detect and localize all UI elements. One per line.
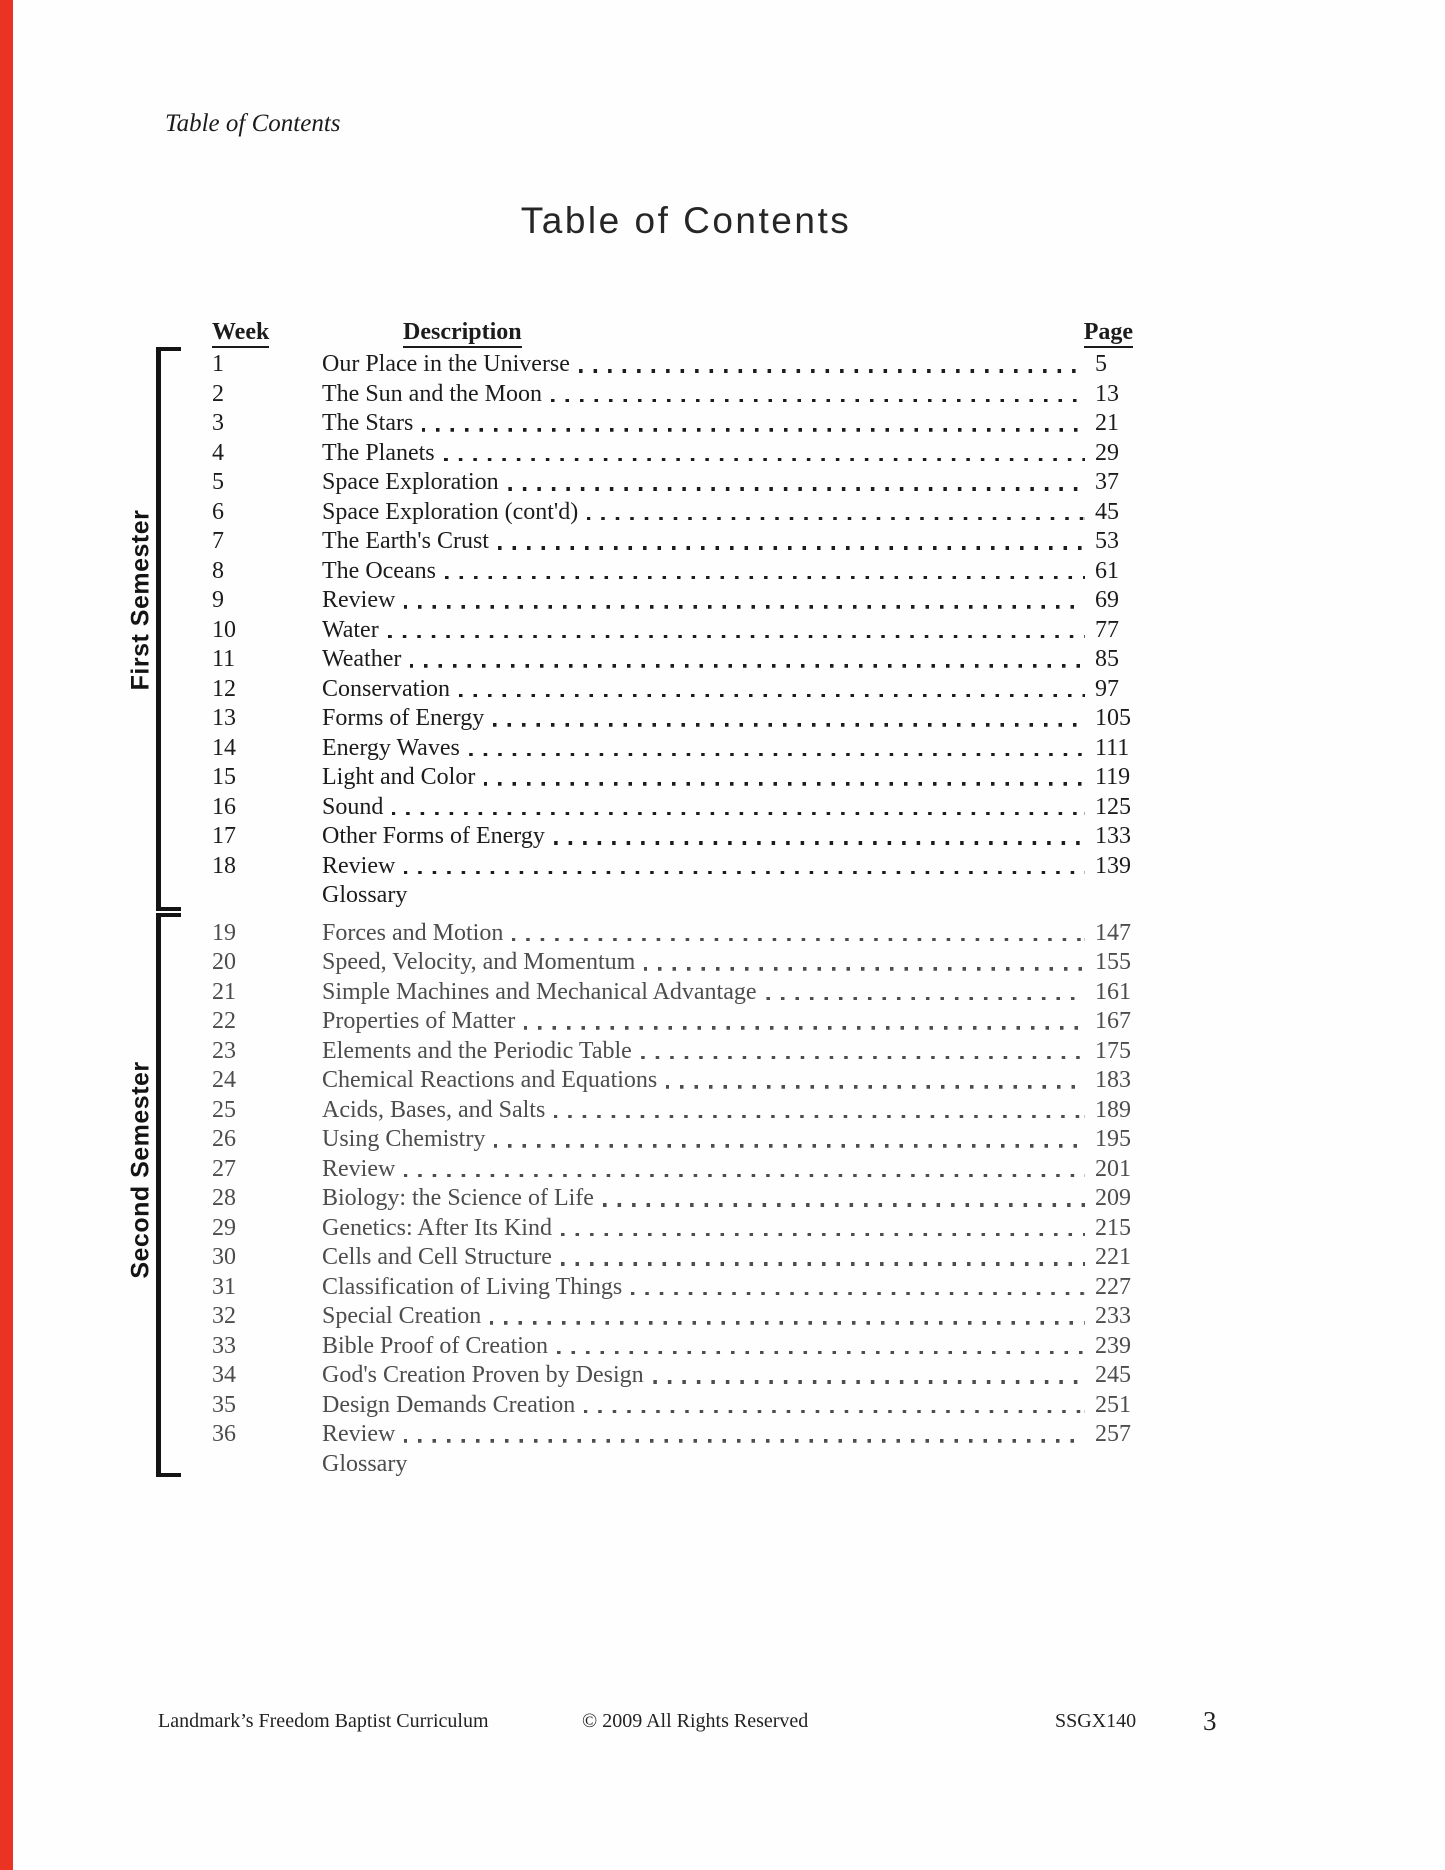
row-description: The Stars <box>322 410 414 436</box>
column-header-week: Week <box>212 318 322 348</box>
row-page-number: 125 <box>1095 793 1131 820</box>
dot-leader <box>512 938 1085 942</box>
dot-leader <box>484 782 1085 786</box>
row-description: Glossary <box>322 1450 408 1477</box>
row-page-number: 251 <box>1095 1391 1131 1418</box>
row-description: The Oceans <box>322 557 436 584</box>
table-row <box>212 527 1167 557</box>
table-row <box>212 498 1167 528</box>
table-row <box>212 978 1167 1008</box>
row-description: Biology: the Science of Life <box>322 1185 594 1211</box>
table-row <box>212 1302 1167 1332</box>
row-description: Other Forms of Energy <box>322 823 545 849</box>
dot-leader <box>557 1351 1085 1355</box>
row-description: Properties of Matter <box>322 1008 516 1034</box>
row-description: Classification of Living Things <box>322 1273 623 1300</box>
dot-leader <box>587 517 1085 521</box>
table-row <box>212 1450 1167 1480</box>
row-week: 15 <box>212 764 236 790</box>
dot-leader <box>641 1056 1085 1060</box>
row-week: 14 <box>212 734 236 761</box>
dot-leader <box>653 1380 1085 1384</box>
row-page-number: 77 <box>1095 616 1119 643</box>
row-description: Review <box>322 1155 396 1182</box>
row-description: Acids, Bases, and Salts <box>322 1096 546 1123</box>
row-page-number: 155 <box>1095 949 1131 975</box>
row-week: 29 <box>212 1214 236 1241</box>
row-page-number: 13 <box>1095 380 1119 407</box>
row-description: Glossary <box>322 882 408 908</box>
row-page-number: 201 <box>1095 1155 1131 1182</box>
table-row <box>212 822 1167 852</box>
row-page-number: 21 <box>1095 410 1119 436</box>
table-row <box>212 1420 1167 1450</box>
table-row <box>212 1361 1167 1391</box>
first-semester-bracket <box>156 347 181 911</box>
dot-leader <box>498 546 1085 550</box>
row-week: 33 <box>212 1332 236 1359</box>
row-week: 30 <box>212 1244 236 1270</box>
dot-leader <box>392 812 1085 816</box>
dot-leader <box>422 428 1085 432</box>
table-row <box>212 616 1167 646</box>
row-week: 35 <box>212 1391 236 1418</box>
row-description: Space Exploration <box>322 469 499 495</box>
row-week: 25 <box>212 1096 236 1123</box>
row-page-number: 69 <box>1095 587 1119 613</box>
table-row <box>212 1096 1167 1126</box>
row-page-number: 161 <box>1095 978 1131 1005</box>
row-week: 22 <box>212 1008 236 1034</box>
row-page-number: 5 <box>1095 351 1107 377</box>
row-description: God's Creation Proven by Design <box>322 1362 644 1388</box>
row-description: Our Place in the Universe <box>322 351 570 377</box>
column-header-description: Description <box>403 318 522 348</box>
page-edge-stripe <box>0 0 13 1870</box>
table-row <box>212 1391 1167 1421</box>
table-row <box>212 1214 1167 1244</box>
dot-leader <box>493 723 1085 727</box>
dot-leader <box>666 1085 1085 1089</box>
second-semester-rows <box>212 919 1167 1480</box>
table-row <box>212 704 1167 734</box>
row-page-number: 233 <box>1095 1303 1131 1329</box>
table-row <box>212 586 1167 616</box>
row-week: 4 <box>212 439 224 466</box>
dot-leader <box>551 399 1085 403</box>
row-week: 7 <box>212 528 224 554</box>
table-row <box>212 409 1167 439</box>
row-description: Elements and the Periodic Table <box>322 1037 632 1064</box>
row-description: The Sun and the Moon <box>322 380 542 407</box>
dot-leader <box>554 841 1085 845</box>
row-page-number: 61 <box>1095 557 1119 584</box>
row-page-number: 111 <box>1095 734 1130 761</box>
row-description: Light and Color <box>322 764 476 790</box>
dot-leader <box>644 967 1085 971</box>
row-description: Special Creation <box>322 1303 482 1329</box>
row-description: Space Exploration (cont'd) <box>322 498 579 525</box>
table-row <box>212 948 1167 978</box>
row-page-number: 183 <box>1095 1067 1131 1093</box>
table-row <box>212 1155 1167 1185</box>
dot-leader <box>404 605 1085 609</box>
table-row <box>212 380 1167 410</box>
row-week: 8 <box>212 557 224 584</box>
row-week: 36 <box>212 1421 236 1447</box>
row-week: 34 <box>212 1362 236 1388</box>
table-row <box>212 1184 1167 1214</box>
row-week: 6 <box>212 498 224 525</box>
row-description: Forces and Motion <box>322 919 504 946</box>
table-row <box>212 1332 1167 1362</box>
row-page-number: 147 <box>1095 919 1131 946</box>
row-page-number: 209 <box>1095 1185 1131 1211</box>
row-week: 17 <box>212 823 236 849</box>
dot-leader <box>404 871 1085 875</box>
table-row <box>212 1273 1167 1303</box>
row-description: Using Chemistry <box>322 1126 486 1152</box>
row-description: Energy Waves <box>322 734 460 761</box>
column-header-page: Page <box>1084 318 1133 348</box>
footer-code: SSGX140 <box>1055 1710 1137 1732</box>
row-page-number: 119 <box>1095 764 1131 790</box>
dot-leader <box>561 1262 1085 1266</box>
row-week: 16 <box>212 793 236 820</box>
row-description: Bible Proof of Creation <box>322 1332 548 1359</box>
footer-publisher: Landmark’s Freedom Baptist Curriculum <box>158 1710 489 1732</box>
page-footer <box>0 1706 1445 1746</box>
table-row <box>212 734 1167 764</box>
row-page-number: 29 <box>1095 439 1119 466</box>
row-week: 24 <box>212 1067 236 1093</box>
row-week: 27 <box>212 1155 236 1182</box>
row-page-number: 175 <box>1095 1037 1131 1064</box>
table-row <box>212 919 1167 949</box>
second-semester-bracket <box>156 913 181 1477</box>
row-page-number: 227 <box>1095 1273 1131 1300</box>
row-description: Simple Machines and Mechanical Advantage <box>322 978 757 1005</box>
table-row <box>212 1066 1167 1096</box>
table-row <box>212 675 1167 705</box>
dot-leader <box>554 1115 1085 1119</box>
dot-leader <box>561 1233 1085 1237</box>
row-description: Genetics: After Its Kind <box>322 1214 552 1241</box>
dot-leader <box>388 635 1085 639</box>
dot-leader <box>603 1203 1085 1207</box>
row-page-number: 195 <box>1095 1126 1131 1152</box>
row-week: 2 <box>212 380 224 407</box>
row-week: 19 <box>212 919 236 946</box>
row-description: Sound <box>322 793 384 820</box>
footer-page-number: 3 <box>1203 1706 1217 1736</box>
dot-leader <box>445 576 1085 580</box>
row-week: 13 <box>212 705 236 731</box>
row-page-number: 53 <box>1095 528 1119 554</box>
row-week: 23 <box>212 1037 236 1064</box>
row-week: 5 <box>212 469 224 495</box>
dot-leader <box>766 997 1085 1001</box>
row-week: 18 <box>212 852 236 879</box>
table-row <box>212 852 1167 882</box>
row-description: Cells and Cell Structure <box>322 1244 552 1270</box>
table-row <box>212 881 1167 911</box>
row-description: Review <box>322 587 396 613</box>
row-description: Design Demands Creation <box>322 1391 576 1418</box>
row-page-number: 45 <box>1095 498 1119 525</box>
first-semester-label: First Semester <box>126 509 155 691</box>
table-row <box>212 350 1167 380</box>
row-page-number: 85 <box>1095 646 1119 672</box>
dot-leader <box>584 1410 1085 1414</box>
row-week: 20 <box>212 949 236 975</box>
table-row <box>212 645 1167 675</box>
row-week: 10 <box>212 616 236 643</box>
row-description: The Planets <box>322 439 435 466</box>
row-description: Conservation <box>322 675 450 702</box>
row-week: 12 <box>212 675 236 702</box>
row-page-number: 167 <box>1095 1008 1131 1034</box>
row-description: Speed, Velocity, and Momentum <box>322 949 636 975</box>
dot-leader <box>631 1292 1085 1296</box>
first-semester-rows <box>212 350 1167 911</box>
row-page-number: 221 <box>1095 1244 1131 1270</box>
row-week: 11 <box>212 646 236 672</box>
row-week: 26 <box>212 1126 236 1152</box>
dot-leader <box>579 369 1085 373</box>
row-week: 31 <box>212 1273 236 1300</box>
row-description: The Earth's Crust <box>322 528 489 554</box>
row-description: Forms of Energy <box>322 705 485 731</box>
row-page-number: 37 <box>1095 469 1119 495</box>
table-of-contents <box>212 318 1167 1479</box>
dot-leader <box>494 1144 1085 1148</box>
row-page-number: 257 <box>1095 1421 1131 1447</box>
table-row <box>212 1037 1167 1067</box>
dot-leader <box>410 664 1085 668</box>
dot-leader <box>508 487 1085 491</box>
table-row <box>212 439 1167 469</box>
row-page-number: 189 <box>1095 1096 1131 1123</box>
row-page-number: 139 <box>1095 852 1131 879</box>
table-row <box>212 1007 1167 1037</box>
row-page-number: 215 <box>1095 1214 1131 1241</box>
table-row <box>212 793 1167 823</box>
row-page-number: 245 <box>1095 1362 1131 1388</box>
row-page-number: 239 <box>1095 1332 1131 1359</box>
table-row <box>212 1243 1167 1273</box>
row-description: Weather <box>322 646 402 672</box>
row-description: Chemical Reactions and Equations <box>322 1067 658 1093</box>
row-week: 21 <box>212 978 236 1005</box>
row-week: 28 <box>212 1185 236 1211</box>
row-week: 3 <box>212 410 224 436</box>
row-week: 1 <box>212 351 224 377</box>
row-page-number: 133 <box>1095 823 1131 849</box>
dot-leader <box>524 1026 1085 1030</box>
second-semester-label: Second Semester <box>126 1061 155 1279</box>
table-row <box>212 763 1167 793</box>
dot-leader <box>444 458 1085 462</box>
row-page-number: 97 <box>1095 675 1119 702</box>
table-header-row <box>212 318 1167 350</box>
running-header: Table of Contents <box>165 110 341 137</box>
table-row <box>212 468 1167 498</box>
table-row <box>212 1125 1167 1155</box>
footer-copyright: © 2009 All Rights Reserved <box>582 1710 809 1732</box>
dot-leader <box>469 753 1085 757</box>
row-description: Review <box>322 852 396 879</box>
row-description: Water <box>322 616 379 643</box>
dot-leader <box>490 1321 1085 1325</box>
row-description: Review <box>322 1421 396 1447</box>
page-title: Table of Contents <box>520 200 852 241</box>
row-week: 32 <box>212 1303 236 1329</box>
row-week: 9 <box>212 587 224 613</box>
dot-leader <box>459 694 1085 698</box>
dot-leader <box>404 1174 1085 1178</box>
dot-leader <box>404 1439 1085 1443</box>
row-page-number: 105 <box>1095 705 1131 731</box>
table-row <box>212 557 1167 587</box>
